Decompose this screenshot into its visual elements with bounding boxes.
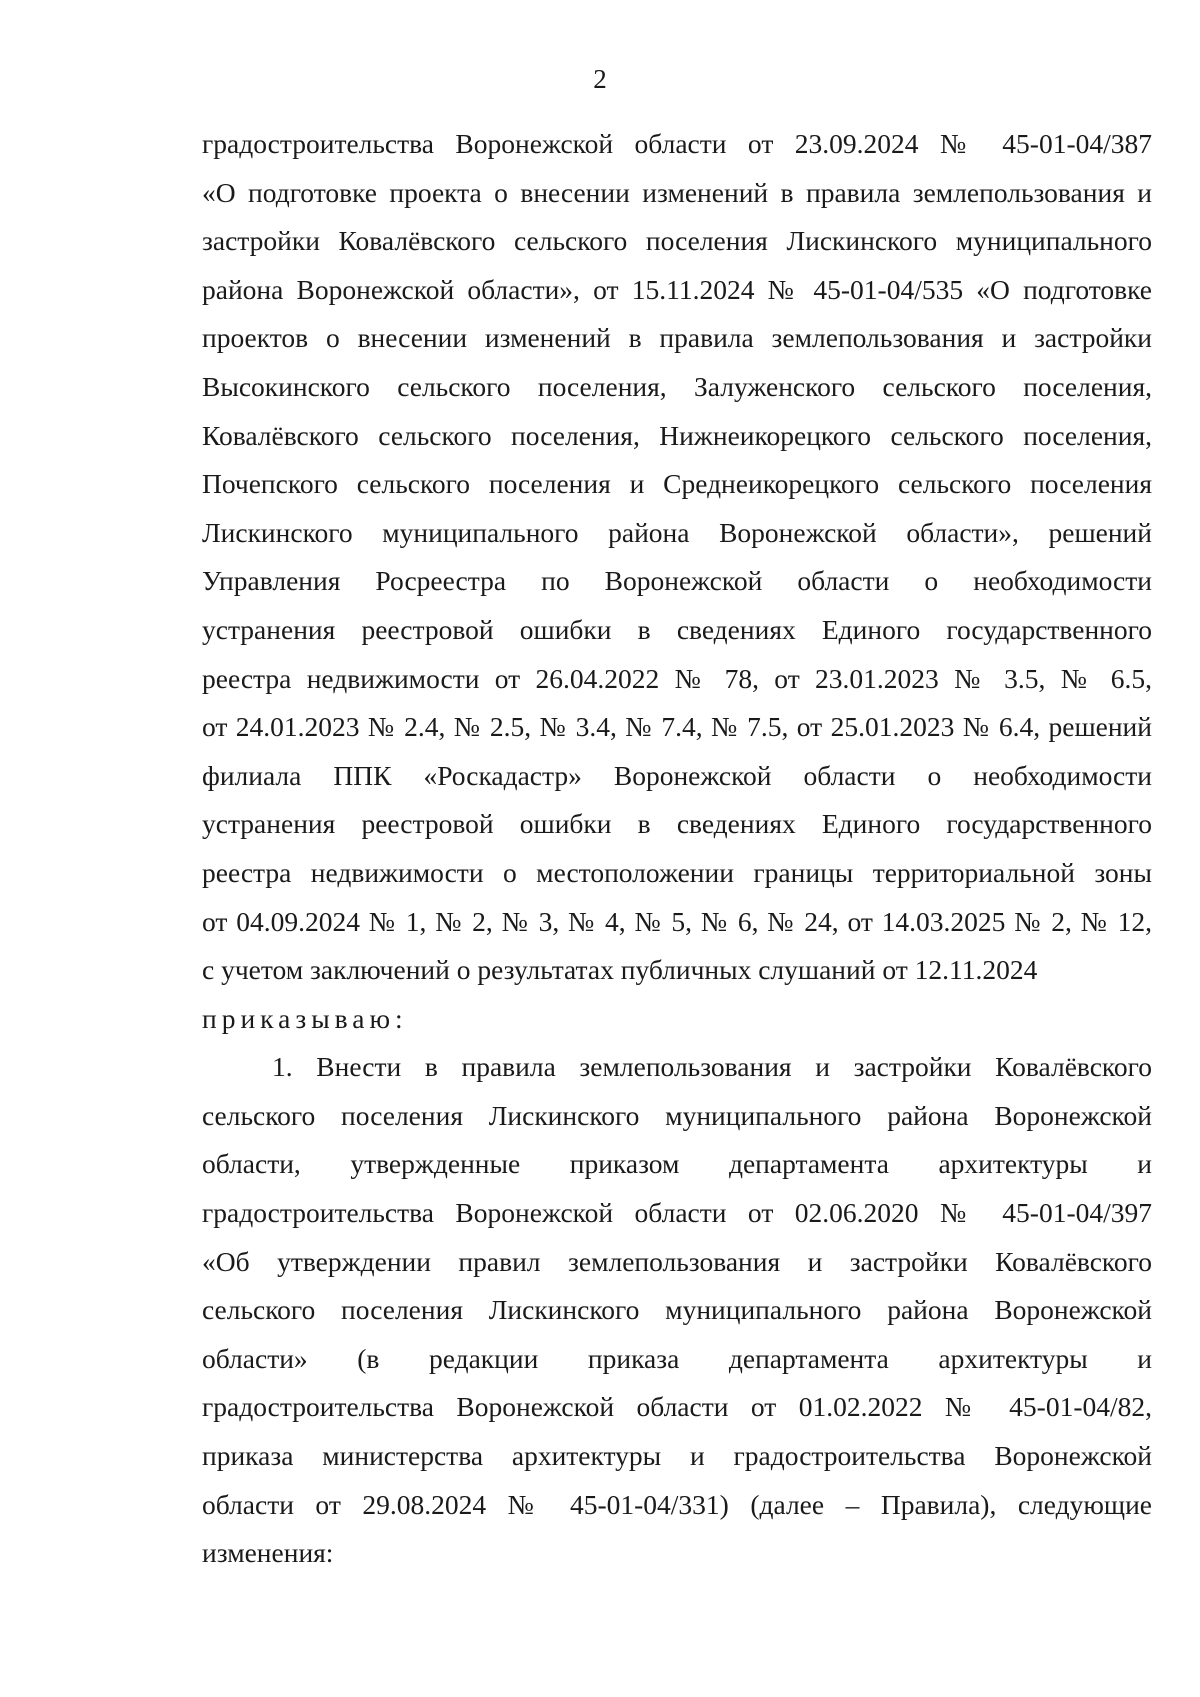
text-line: устранения реестровой ошибки в сведениях Единого государственного [202,808,1152,840]
text-line: от 04.09.2024 № 1, № 2, № 3, № 4, № 5, № 6, № 24, от 14.03.2025 № 2, № 12, [202,905,1152,937]
text-line: сельского поселения Лискинского муниципального района Воронежской [202,1294,1152,1326]
text-line: области» (в редакции приказа департамента архитектуры и [202,1342,1152,1374]
text-line: «Об утверждении правил землепользования и застройки Ковалёвского [202,1245,1152,1277]
document-body [202,120,1152,1578]
text-line: градостроительства Воронежской области от 23.09.2024 № 45-01-04/387 [202,128,1152,159]
text-line: Лискинского муниципального района Воронежской области», решений [202,516,1152,548]
text-line: района Воронежской области», от 15.11.2024 № 45-01-04/535 «О подготовке [202,273,1152,305]
text-line: Почепского сельского поселения и Среднеикорецкого сельского поселения [202,468,1152,500]
text-line: области, утвержденные приказом департамента архитектуры и [202,1148,1152,1180]
text-line: градостроительства Воронежской области от 01.02.2022 № 45-01-04/82, [202,1391,1152,1423]
text-line: градостроительства Воронежской области от 02.06.2020 № 45-01-04/397 [202,1197,1152,1229]
text-line: Высокинского сельского поселения, Залуженского сельского поселения, [202,370,1152,402]
text-line: филиала ППК «Роскадастр» Воронежской области о необходимости [202,759,1152,791]
paragraph-start: 1. Внести в правила землепользования и застройки Ковалёвского [272,1051,1152,1083]
text-line: изменения: [202,1537,334,1569]
text-line: реестра недвижимости от 26.04.2022 № 78, от 23.01.2023 № 3.5, № 6.5, [202,662,1152,694]
text-line: реестра недвижимости о местоположении границы территориальной зоны [202,856,1152,888]
text-line: Управления Росреестра по Воронежской области о необходимости [202,565,1152,597]
text-line: приказа министерства архитектуры и градостроительства Воронежской [202,1440,1152,1472]
text-line: проектов о внесении изменений в правила землепользования и застройки [202,322,1152,354]
order-word: приказываю: [202,1002,408,1034]
text-line: от 24.01.2023 № 2.4, № 2.5, № 3.4, № 7.4, № 7.5, от 25.01.2023 № 6.4, решений [202,711,1152,743]
page-number: 2 [593,64,607,94]
text-line: устранения реестровой ошибки в сведениях Единого государственного [202,613,1152,645]
text-line: сельского поселения Лискинского муниципального района Воронежской [202,1099,1152,1131]
text-line: с учетом заключений о результатах публичных слушаний от 12.11.2024 [202,954,1038,986]
text-line: Ковалёвского сельского поселения, Нижнеикорецкого сельского поселения, [202,419,1152,451]
text-line: застройки Ковалёвского сельского поселения Лискинского муниципального [202,225,1152,257]
text-line: «О подготовке проекта о внесении изменений в правила землепользования и [202,176,1152,208]
text-line: области от 29.08.2024 № 45-01-04/331) (далее – Правила), следующие [202,1488,1152,1520]
